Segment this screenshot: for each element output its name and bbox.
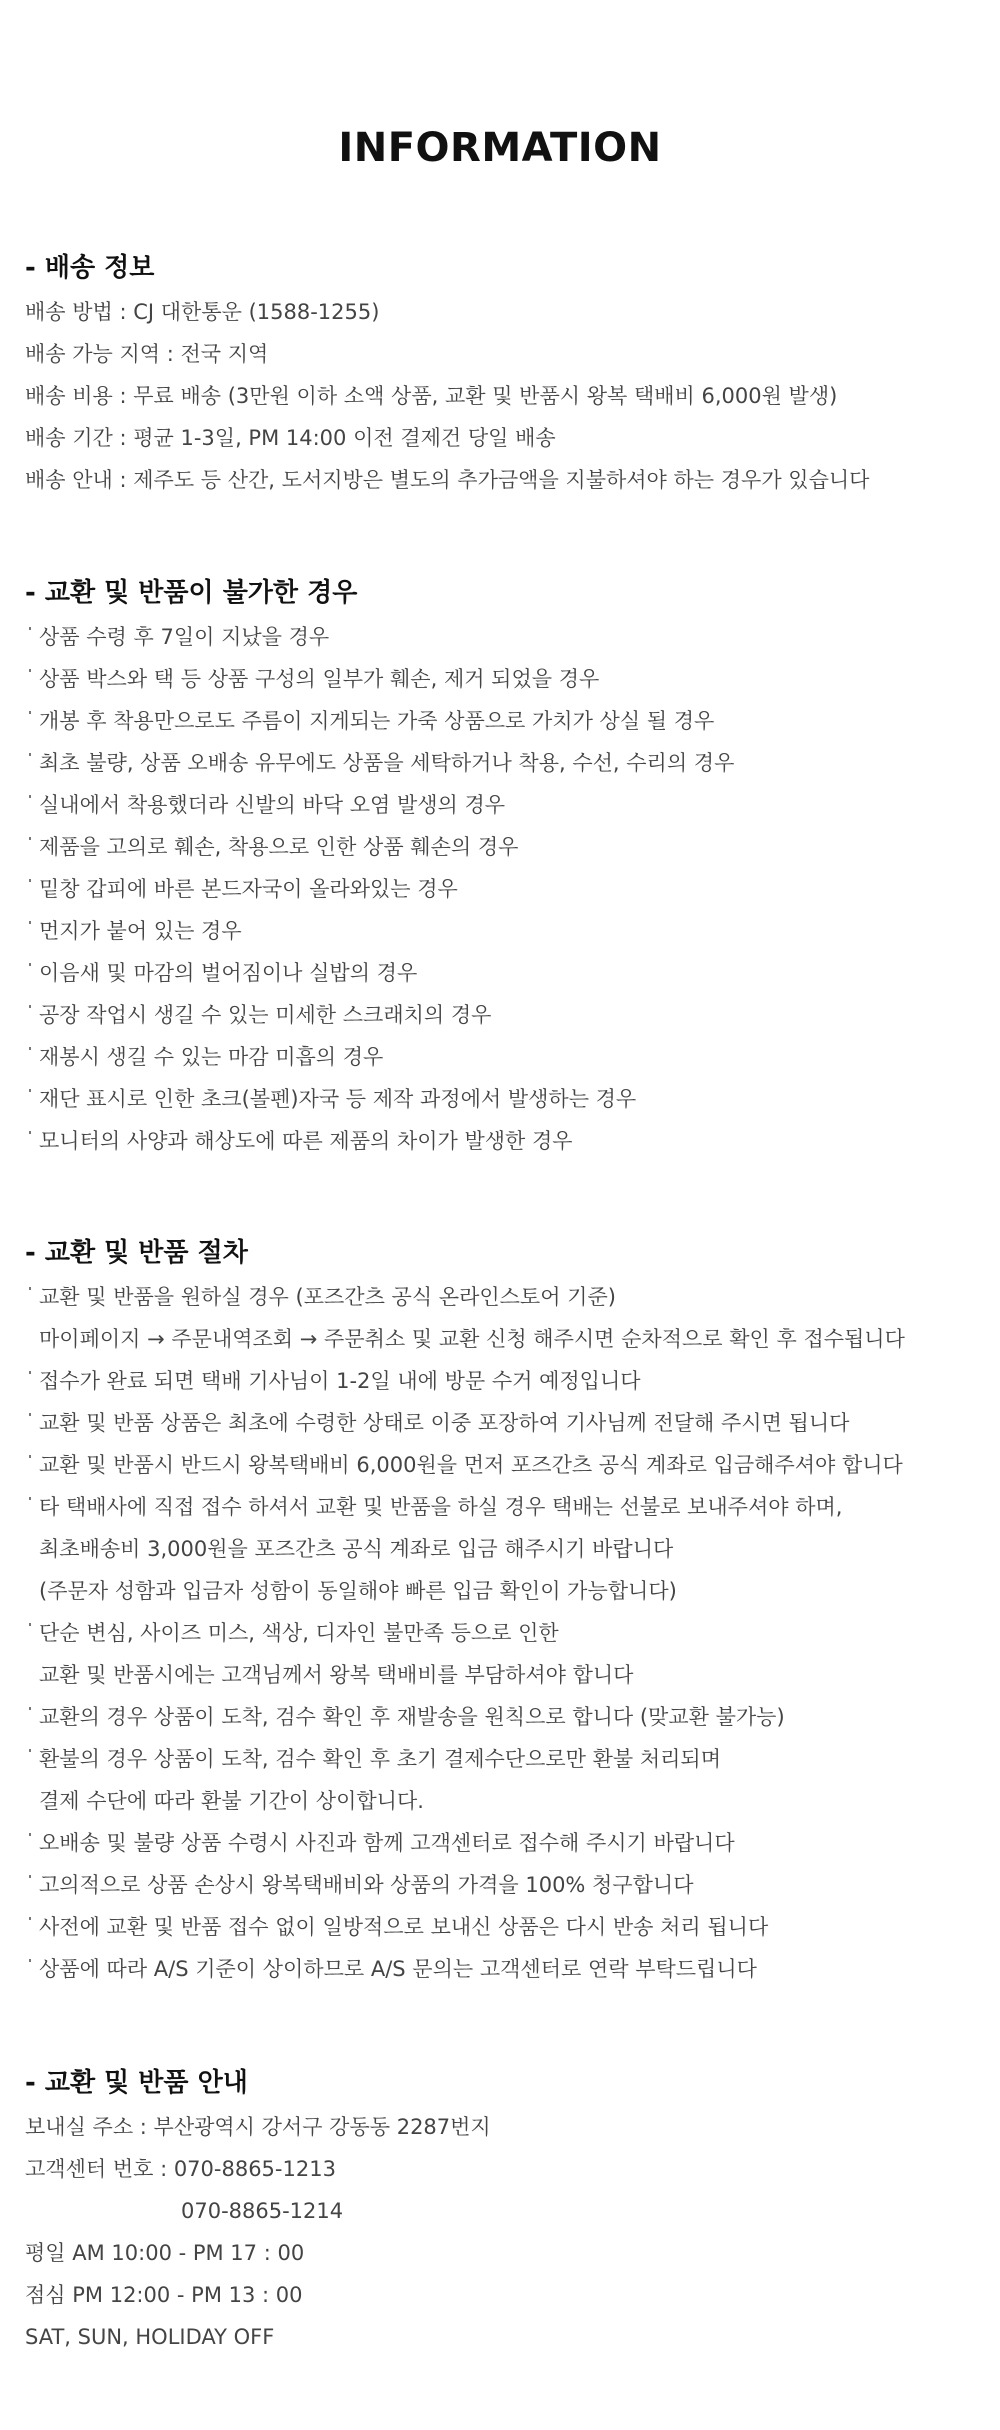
list-item: 상품 박스와 택 등 상품 구성의 일부가 훼손, 제거 되었을 경우 [25,658,985,700]
off-days: SAT, SUN, HOLIDAY OFF [25,2325,275,2349]
list-item: 실내에서 착용했더라 신발의 바닥 오염 발생의 경우 [25,784,985,826]
return-procedure-heading: - 교환 및 반품 절차 [25,1238,248,1268]
not-returnable-heading: - 교환 및 반품이 불가한 경우 [25,578,358,608]
return-address: 보내실 주소 : 부산광역시 강서구 강동동 2287번지 [25,2115,491,2139]
shipping-method: 배송 방법 : CJ 대한통운 (1588-1255) [25,300,380,324]
list-item: 먼지가 붙어 있는 경우 [25,910,985,952]
list-item: 이음새 및 마감의 벌어짐이나 실밥의 경우 [25,952,985,994]
list-item: 상품 수령 후 7일이 지났을 경우 [25,616,985,658]
list-item: 제품을 고의로 훼손, 착용으로 인한 상품 훼손의 경우 [25,826,985,868]
list-item: 재단 표시로 인한 초크(볼펜)자국 등 제작 과정에서 발생하는 경우 [25,1078,985,1120]
list-item: 최초 불량, 상품 오배송 유무에도 상품을 세탁하거나 착용, 수선, 수리의 경우 [25,742,985,784]
list-item-continuation: 최초배송비 3,000원을 포즈간츠 공식 계좌로 입금 해주시기 바랍니다 [39,1537,674,1561]
customer-center-phone: 고객센터 번호 : 070-8865-1213 [25,2157,336,2181]
list-item: 밑창 갑피에 바른 본드자국이 올라와있는 경우 [25,868,985,910]
list-item-continuation: 마이페이지 → 주문내역조회 → 주문취소 및 교환 신청 해주시면 순차적으로 확인 후 접수됩니다 [39,1327,905,1351]
list-item: 모니터의 사양과 해상도에 따른 제품의 차이가 발생한 경우 [25,1120,985,1162]
list-item: 상품에 따라 A/S 기준이 상이하므로 A/S 문의는 고객센터로 연락 부탁드립니다 [25,1948,985,1990]
shipping-info-heading: - 배송 정보 [25,253,155,283]
page-title: INFORMATION [338,125,662,171]
list-item: 오배송 및 불량 상품 수령시 사진과 함께 고객센터로 접수해 주시기 바랍니다 [25,1822,985,1864]
list-item: 개봉 후 착용만으로도 주름이 지게되는 가죽 상품으로 가치가 상실 될 경우 [25,700,985,742]
list-item: 접수가 완료 되면 택배 기사님이 1-2일 내에 방문 수거 예정입니다 [25,1360,985,1402]
list-item: 고의적으로 상품 손상시 왕복택배비와 상품의 가격을 100% 청구합니다 [25,1864,985,1906]
lunch-hours: 점심 PM 12:00 - PM 13 : 00 [25,2283,303,2307]
list-item: 사전에 교환 및 반품 접수 없이 일방적으로 보내신 상품은 다시 반송 처리 됩니다 [25,1906,985,1948]
return-contact-section [25,2060,985,2358]
list-item: 타 택배사에 직접 접수 하셔서 교환 및 반품을 하실 경우 택배는 선불로 보내주셔야 하며, [25,1486,985,1528]
shipping-area: 배송 가능 지역 : 전국 지역 [25,342,269,366]
weekday-hours: 평일 AM 10:00 - PM 17 : 00 [25,2241,305,2265]
list-item: 재봉시 생길 수 있는 마감 미흡의 경우 [25,1036,985,1078]
list-item-continuation: (주문자 성함과 입금자 성함이 동일해야 빠른 입금 확인이 가능합니다) [39,1579,677,1603]
list-item: 교환의 경우 상품이 도착, 검수 확인 후 재발송을 원칙으로 합니다 (맞교환 불가능) [25,1696,985,1738]
not-returnable-section [25,570,985,1162]
shipping-period: 배송 기간 : 평균 1-3일, PM 14:00 이전 결제건 당일 배송 [25,426,556,450]
shipping-cost: 배송 비용 : 무료 배송 (3만원 이하 소액 상품, 교환 및 반품시 왕복 택배비 6,000원 발생) [25,384,838,408]
customer-center-phone-secondary: 070-8865-1214 [181,2199,344,2223]
list-item: 공장 작업시 생길 수 있는 미세한 스크래치의 경우 [25,994,985,1036]
list-item: 교환 및 반품을 원하실 경우 (포즈간츠 공식 온라인스토어 기준) [25,1276,985,1318]
shipping-notice: 배송 안내 : 제주도 등 산간, 도서지방은 별도의 추가금액을 지불하셔야 하는 경우가 있습니다 [25,468,870,492]
shipping-info-section [25,245,985,501]
list-item: 단순 변심, 사이즈 미스, 색상, 디자인 불만족 등으로 인한 [25,1612,985,1654]
list-item-continuation: 교환 및 반품시에는 고객님께서 왕복 택배비를 부담하셔야 합니다 [39,1663,634,1687]
list-item-continuation: 결제 수단에 따라 환불 기간이 상이합니다. [39,1789,424,1813]
list-item: 환불의 경우 상품이 도착, 검수 확인 후 초기 결제수단으로만 환불 처리되며 [25,1738,985,1780]
list-item: 교환 및 반품시 반드시 왕복택배비 6,000원을 먼저 포즈간츠 공식 계좌로 입금해주셔야 합니다 [25,1444,985,1486]
return-contact-heading: - 교환 및 반품 안내 [25,2068,248,2098]
return-procedure-section [25,1230,985,1990]
list-item: 교환 및 반품 상품은 최초에 수령한 상태로 이중 포장하여 기사님께 전달해 주시면 됩니다 [25,1402,985,1444]
